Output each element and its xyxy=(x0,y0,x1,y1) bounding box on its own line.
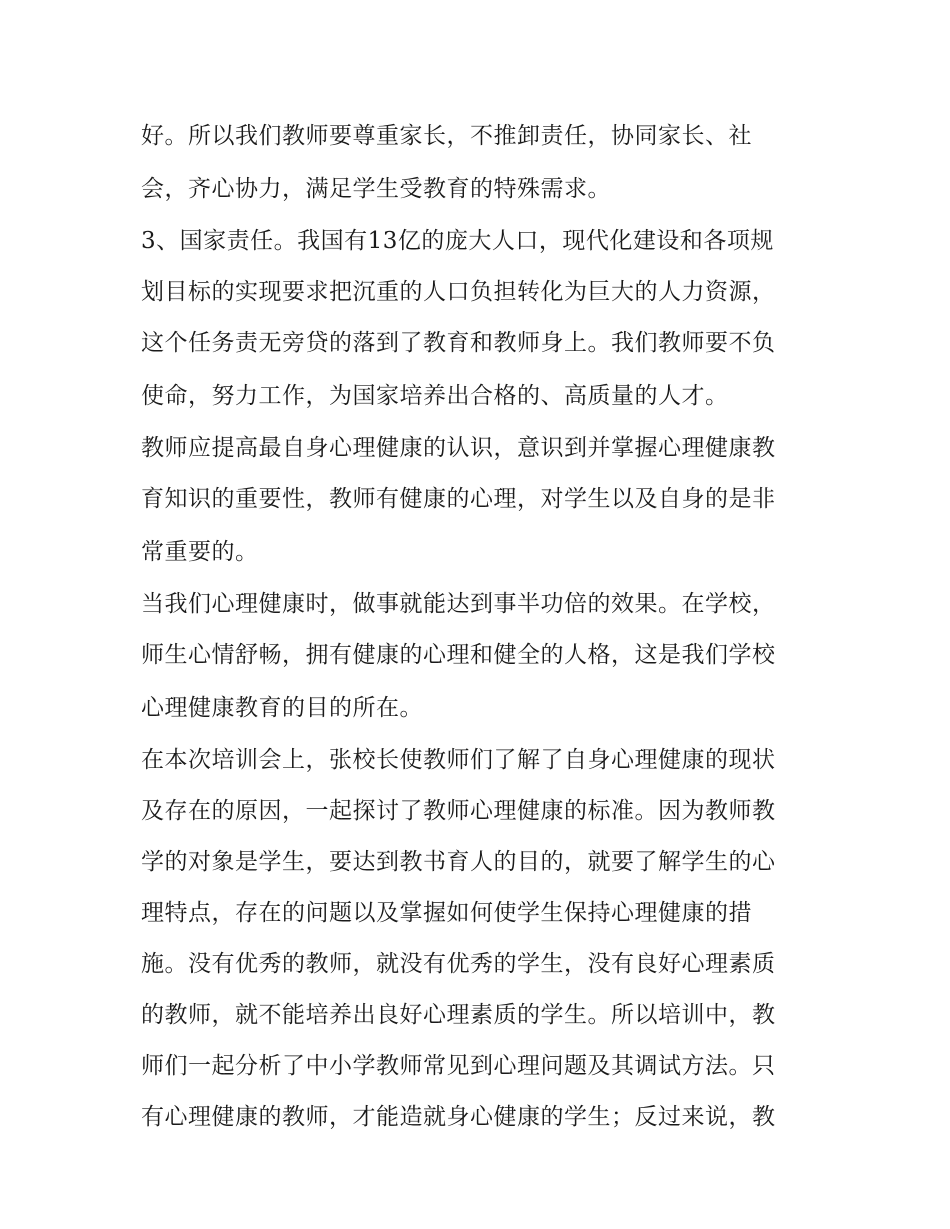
text-line: 育知识的重要性，教师有健康的心理，对学生以及自身的是非 xyxy=(141,486,776,512)
text-line: 心理健康教育的目的所在。 xyxy=(141,695,423,721)
text-line: 当我们心理健康时，做事就能达到事半功倍的效果。在学校， xyxy=(141,591,776,617)
text-line: 学的对象是学生，要达到教书育人的目的，就要了解学生的心 xyxy=(141,849,776,875)
text-line: 使命，努力工作，为国家培养出合格的、高质量的人才。 xyxy=(141,383,729,409)
text-line: 师生心情舒畅，拥有健康的心理和健全的人格，这是我们学校 xyxy=(141,642,776,668)
text-line: 施。没有优秀的教师，就没有优秀的学生，没有良好心理素质 xyxy=(141,951,776,977)
text-line: 师们一起分析了中小学教师常见到心理问题及其调试方法。只 xyxy=(141,1053,776,1079)
text-line: 及存在的原因，一起探讨了教师心理健康的标准。因为教师教 xyxy=(141,798,776,824)
text-line: 3、国家责任。我国有13亿的庞大人口，现代化建设和各项规 xyxy=(141,228,774,254)
text-line: 常重要的。 xyxy=(141,539,259,565)
text-line: 会，齐心协力，满足学生受教育的特殊需求。 xyxy=(141,176,611,202)
text-line: 理特点，存在的问题以及掌握如何使学生保持心理健康的措 xyxy=(141,900,752,926)
text-line: 好。所以我们教师要尊重家长，不推卸责任，协同家长、社 xyxy=(141,123,752,149)
text-line: 有心理健康的教师，才能造就身心健康的学生；反过来说，教 xyxy=(141,1104,776,1130)
text-line: 的教师，就不能培养出良好心理素质的学生。所以培训中，教 xyxy=(141,1002,776,1028)
text-line: 教师应提高最自身心理健康的认识，意识到并掌握心理健康教 xyxy=(141,435,776,461)
text-line: 在本次培训会上，张校长使教师们了解了自身心理健康的现状 xyxy=(141,747,776,773)
text-line: 这个任务责无旁贷的落到了教育和教师身上。我们教师要不负 xyxy=(141,330,776,356)
text-line: 划目标的实现要求把沉重的人口负担转化为巨大的人力资源， xyxy=(141,279,776,305)
document-body xyxy=(141,111,821,1143)
